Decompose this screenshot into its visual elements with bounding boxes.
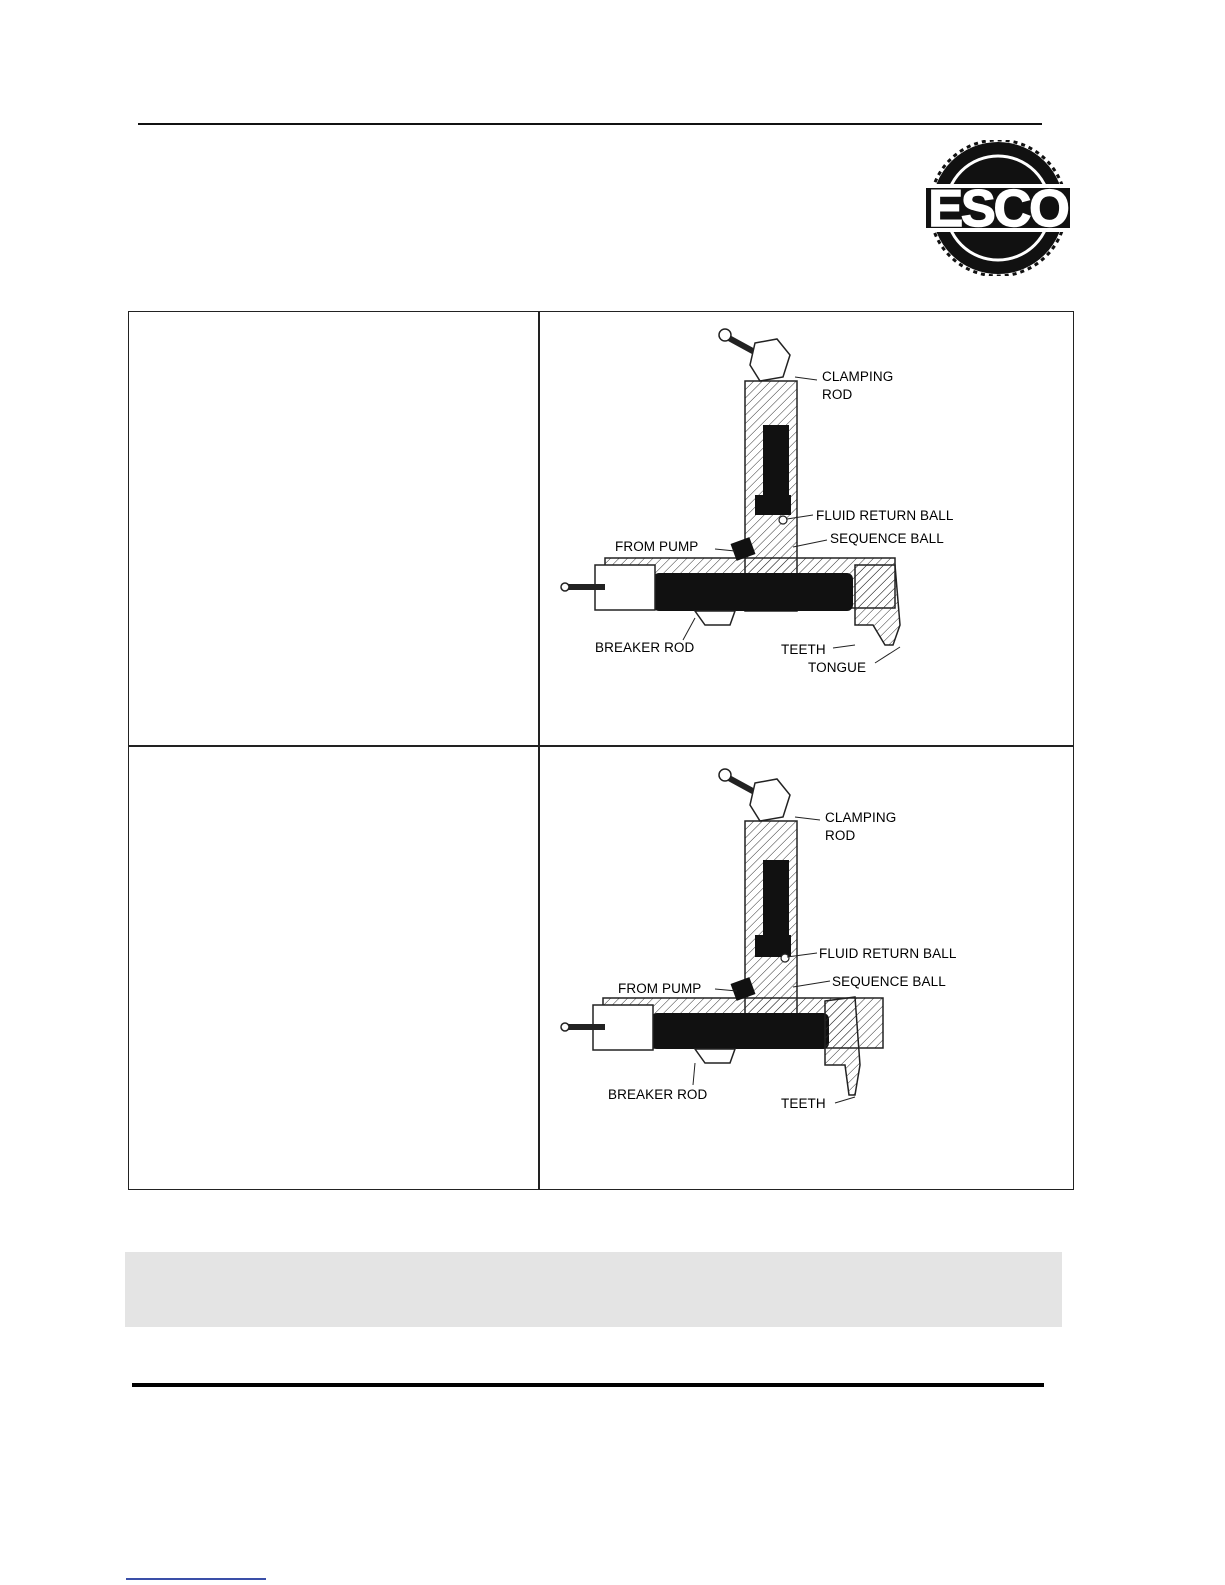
- logo-text: ESCO: [928, 180, 1068, 238]
- esco-logo: [924, 140, 1072, 276]
- footer-link-underline[interactable]: [126, 1578, 266, 1580]
- label-breaker-rod: BREAKER ROD: [608, 1087, 708, 1102]
- table-column-divider: [538, 311, 540, 1190]
- label-tongue: TONGUE: [808, 660, 867, 675]
- label-sequence-ball: SEQUENCE BALL: [832, 974, 946, 989]
- label-rod: ROD: [825, 828, 856, 843]
- label-fluid-return-ball: FLUID RETURN BALL: [819, 946, 957, 961]
- footer-rule: [132, 1383, 1044, 1387]
- tool-cross-section-diagram-2: [555, 765, 975, 1125]
- label-fluid-return-ball: FLUID RETURN BALL: [816, 508, 954, 523]
- header-rule: [138, 123, 1042, 125]
- label-teeth: TEETH: [781, 642, 826, 657]
- tool-cross-section-diagram-1: [555, 325, 975, 685]
- label-clamping: CLAMPING: [822, 369, 894, 384]
- label-breaker-rod: BREAKER ROD: [595, 640, 695, 655]
- label-sequence-ball: SEQUENCE BALL: [830, 531, 944, 546]
- label-teeth: TEETH: [781, 1096, 826, 1111]
- label-from-pump: FROM PUMP: [615, 539, 699, 554]
- label-from-pump: FROM PUMP: [618, 981, 702, 996]
- shaded-note-band: [125, 1252, 1062, 1327]
- table-row-divider: [128, 745, 1074, 747]
- label-clamping: CLAMPING: [825, 810, 897, 825]
- label-rod: ROD: [822, 387, 853, 402]
